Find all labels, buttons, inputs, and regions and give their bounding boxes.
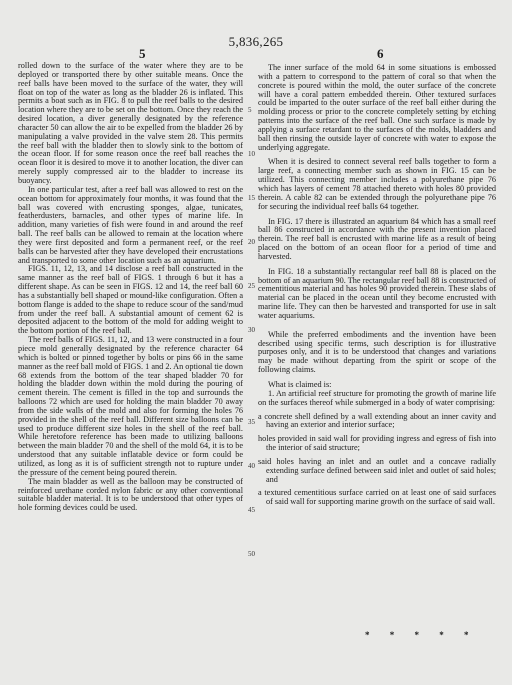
paragraph: In one particular test, after a reef ball was allowed to rest on the ocean bottom for approximately four months, it was found that the ball was covered with encrusting sponges, algae, tunicates, featherdusters, barnacles, and other types of marine life. In addition, many varieties of fish were found in and around the reef ball. The reef balls can be allowed to remain at the location where they were first deposited and form a permanent reef, or the reef balls can be harvested after they have developed their encrustations and transported to some other location such as an aquarium. — [18, 184, 243, 265]
claims-heading: What is claimed is: — [268, 380, 332, 389]
paragraph: While the preferred embodiments and the invention have been described using specific terms, such description is for illustrative purposes only, and it is to be understood that changes and variations may be made without departing from the spirit or scope of the following claims. — [258, 329, 496, 375]
claim-element: said holes having an inlet and an outlet and a concave radially extending surface defined between said inlet and outlet of said holes; and — [258, 456, 496, 484]
right-column-number: 6 — [377, 46, 384, 61]
claim-element: a concrete shell defined by a wall extending about an inner cavity and having an exterior and interior surface; — [258, 411, 496, 430]
line-number: 15 — [248, 194, 255, 202]
paragraph: FIGS. 11, 12, 13, and 14 disclose a reef ball constructed in the same manner as the reef ball of FIGS. 1 through 6 but it has a different shape. As can be seen in FIGS. 12 and 14, the reef ball 60 has a substantially bell shaped or mound-like configuration. Often a bottom flange is added to the shape to reduce scour of the sand/mud from under the reef ball. A substantial amount of cement 62 is deposited adjacent to the bottom of the mold for adding weight to the bottom portion of the reef ball. — [18, 264, 243, 336]
patent-number: 5,836,265 — [228, 34, 284, 49]
line-number: 45 — [248, 506, 255, 514]
paragraph: The reef balls of FIGS. 11, 12, and 13 were constructed in a four piece mold generally designated by the reference character 64 which is bolted or pinned together by bolts or pins 66 in the same manner as the reef ball mold of FIGS. 1 and 2. An optional tie down 68 extends from the bottom of the tear shaped bladder 70 for holding the bladder down within the mold during the pouring of cement therein. The cement is filled in the top and surrounds the balloons 72 which are used for holding the main bladder 70 away from the side walls of the mold and also for forming the holes 76 provided in the shell of the reef ball. Different size balloons can be used to produce different size holes in the shell of the reef ball. While heretofore reference has been made to utilizing balloons between the main bladder 70 and the shell of the mold 64, it is to be understood that any suitable inflatable device or form could be utilized, as long as it is of sufficient strength not to rupture under the pressure of the cement being poured therein. — [18, 335, 243, 477]
line-number: 10 — [248, 150, 255, 158]
line-number: 35 — [248, 418, 255, 426]
claim-intro: 1. An artificial reef structure for promoting the growth of marine life on the surfaces thereof while submerged in a body of water comprising: — [258, 388, 496, 407]
line-number: 20 — [248, 238, 255, 246]
paragraph: In FIG. 17 there is illustrated an aquarium 84 which has a small reef ball 86 constructed in accordance with the present invention placed therein. The reef ball is encrusted with marine life as a result of being placed on the bottom of an ocean floor for a period of time and harvested. — [258, 216, 496, 261]
left-column-number: 5 — [139, 46, 146, 61]
line-number: 50 — [248, 550, 255, 558]
paragraph: In FIG. 18 a substantially rectangular reef ball 88 is placed on the bottom of an aquarium 90. The rectangular reef ball 88 is constructed of cementitious material and has holes 90 provided therein. These slabs of material can be placed in the ocean until they become encrusted with marine life. They can then be harvested and transported for use in salt water aquariums. — [258, 266, 496, 320]
line-number: 25 — [248, 282, 255, 290]
left-column-text — [18, 62, 243, 513]
paragraph: The main bladder as well as the balloon may be constructed of reinforced urethane corded nylon fabric or any other conventional suitable bladder material. It is to be understood that other types of hole forming devices could be used. — [18, 476, 243, 513]
paragraph: rolled down to the surface of the water where they are to be deployed or transported there by other suitable means. Once the reef balls have been moved to the surface of the water, they will float on top of the water as long as the bladder 26 is inflated. This permits a boat such as in FIG. 8 to pull the reef balls to the desired location where they are to be set on the bottom. Once they reach the desired location, a diver generally designated by the reference character 50 can allow the air to be expelled from the bladder 26 by manipulating a valve provided in the valve stem 28. This permits the reef ball with the bladder then to slowly sink to the bottom of the ocean floor. If for some reason once the reef ball reaches the ocean floor it is desired to move it to another location, the diver can merely supply compressed air to the bladder to increase its buoyancy. — [18, 61, 243, 185]
line-number: 5 — [248, 106, 252, 114]
right-column-text — [258, 64, 496, 507]
line-number: 30 — [248, 326, 255, 334]
claim-element: holes provided in said wall for providing ingress and egress of fish into the interior of said structure; — [258, 434, 496, 453]
line-number: 40 — [248, 462, 255, 470]
paragraph: When it is desired to connect several reef balls together to form a large reef, a connecting member such as shown in FIG. 15 can be utilized. This connecting member includes a polyurethane pipe 76 which has layers of cement 78 attached thereto with holes 80 provided therein. A cable 82 can be extended through the polyurethane pipe 76 for securing the individual reef balls 64 together. — [258, 157, 496, 211]
paragraph: The inner surface of the mold 64 in some situations is embossed with a pattern to correspond to the pattern of coral so that when the concrete is poured within the mold, the outer surface of the concrete will have a coral pattern embedded therein. Other textured surfaces could be imparted to the outer surface of the reef ball either during the molding process or prior to the concrete completely setting by etching patterns into the surface of the reef ball. One such surface is made by applying a surface retardant to the surfaces of the molds, bladders and ball then rinsing the outside layer of concrete with water to expose the underlying aggregate. — [258, 63, 496, 152]
claim-element: a textured cementitious surface carried on at least one of said surfaces of said wall for supporting marine growth on the surface of said wall. — [258, 488, 496, 507]
end-mark: * * * * * — [365, 630, 478, 640]
